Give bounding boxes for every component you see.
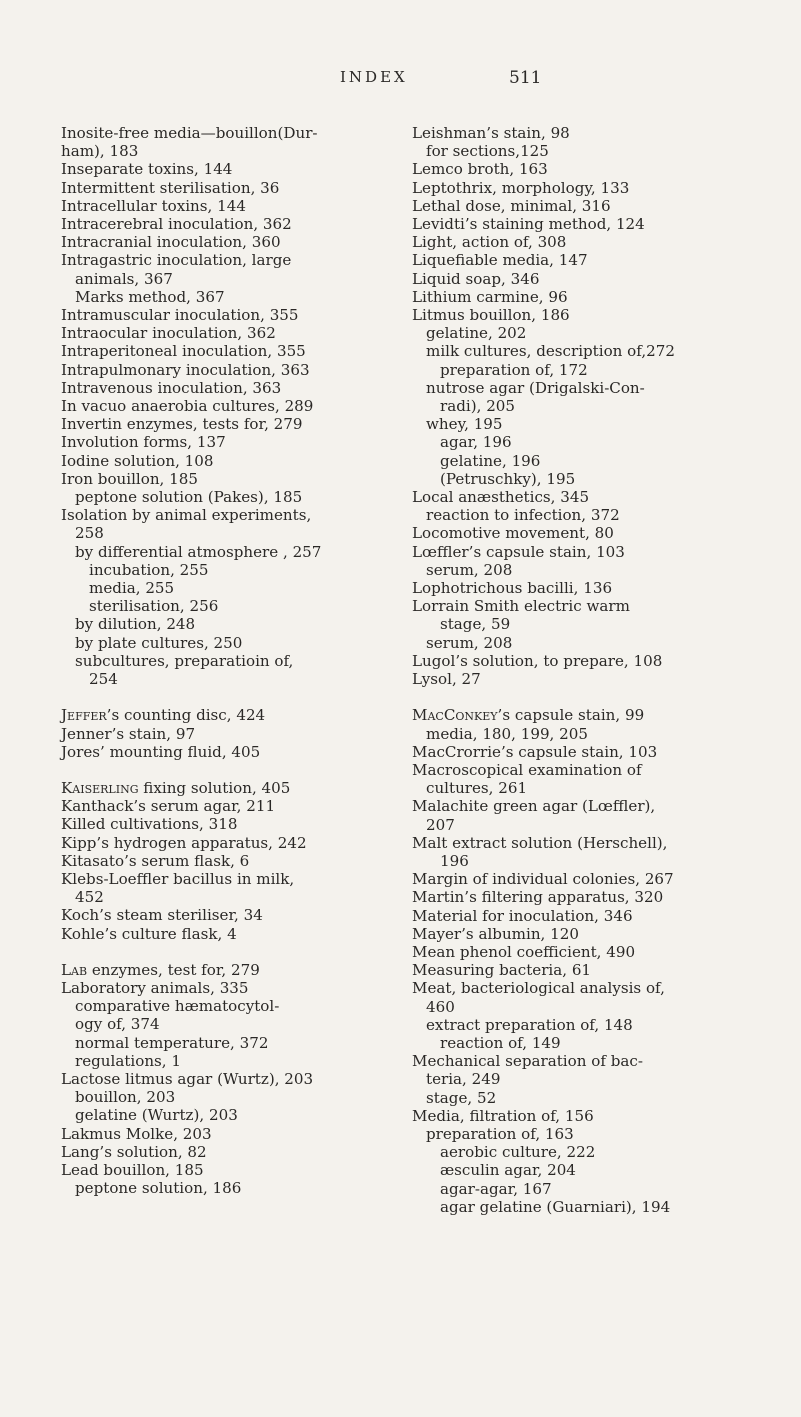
index-entry: Invertin enzymes, tests for, 279	[61, 415, 303, 434]
index-subentry: Marks method, 367	[75, 287, 225, 306]
index-entry: In vacuo anaerobia cultures, 289	[61, 397, 314, 416]
index-entry: Killed cultivations, 318	[61, 815, 238, 834]
index-subentry: animals, 367	[75, 269, 173, 288]
page-number: 511	[509, 68, 542, 88]
index-column-right	[412, 124, 757, 1216]
index-entry: Locomotive movement, 80	[412, 524, 614, 543]
index-entry: Malachite green agar (Lœffler),	[412, 797, 656, 816]
index-entry: Liquefiable media, 147	[412, 251, 588, 270]
index-entry: Intramuscular inoculation, 355	[61, 306, 299, 325]
index-subentry: gelatine (Wurtz), 203	[75, 1106, 238, 1125]
index-entry: Leptothrix, morphology, 133	[412, 178, 630, 197]
index-entry: Lœffler’s capsule stain, 103	[412, 542, 625, 561]
index-subentry: ogy of, 374	[75, 1015, 160, 1034]
index-entry: Martin’s filtering apparatus, 320	[412, 888, 664, 907]
index-subentry: agar gelatine (Guarniari), 194	[440, 1197, 671, 1216]
index-subentry: agar-agar, 167	[440, 1179, 552, 1198]
index-subentry: reaction to infection, 372	[426, 506, 620, 525]
index-entry: Lemco broth, 163	[412, 160, 548, 179]
index-subentry: preparation of, 172	[440, 360, 588, 379]
index-subentry: serum, 208	[426, 633, 513, 652]
index-subentry: normal temperature, 372	[75, 1033, 269, 1052]
index-subentry: reaction of, 149	[440, 1033, 561, 1052]
section-gap	[61, 688, 406, 706]
index-entry: Macroscopical examination of	[412, 760, 642, 779]
index-entry: Jenner’s stain, 97	[61, 724, 196, 743]
index-entry: MacCrorrie’s capsule stain, 103	[412, 742, 658, 761]
index-entry: Koch’s steam steriliser, 34	[61, 906, 263, 925]
index-subentry: 196	[440, 851, 469, 870]
index-subentry: by plate cultures, 250	[75, 633, 243, 652]
page-title: INDEX	[340, 68, 408, 86]
index-subentry: 460	[426, 997, 455, 1016]
index-entry: Lithium carmine, 96	[412, 287, 568, 306]
index-subentry: stage, 59	[440, 615, 511, 634]
index-entry: Inseparate toxins, 144	[61, 160, 233, 179]
index-entry: ham), 183	[61, 142, 139, 161]
index-entry: Laboratory animals, 335	[61, 978, 249, 997]
index-subentry: stage, 52	[426, 1088, 497, 1107]
index-subentry: 452	[75, 888, 104, 907]
index-entry: Inosite-free media—bouillon(Dur-	[61, 124, 318, 142]
index-subentry: for sections,125	[426, 142, 549, 161]
index-entry: Light, action of, 308	[412, 233, 567, 252]
index-entry: Lorrain Smith electric warm	[412, 597, 630, 616]
index-entry: Iodine solution, 108	[61, 451, 214, 470]
index-entry: Lang’s solution, 82	[61, 1142, 207, 1161]
index-entry: Intravenous inoculation, 363	[61, 378, 282, 397]
index-entry: Margin of individual colonies, 267	[412, 870, 674, 889]
index-subentry: serum, 208	[426, 560, 513, 579]
section-gap	[412, 688, 757, 706]
index-subentry: bouillon, 203	[75, 1088, 176, 1107]
index-entry: Intraperitoneal inoculation, 355	[61, 342, 306, 361]
section-gap	[61, 943, 406, 961]
index-entry: Involution forms, 137	[61, 433, 226, 452]
index-entry: Jores’ mounting fluid, 405	[61, 742, 261, 761]
index-entry: Liquid soap, 346	[412, 269, 540, 288]
index-subentry: nutrose agar (Drigalski-Con-	[426, 378, 645, 397]
index-subentry: comparative hæmatocytol-	[75, 997, 280, 1016]
index-entry: Mechanical separation of bac-	[412, 1052, 643, 1071]
index-subentry: 207	[426, 815, 455, 834]
index-subentry: extract preparation of, 148	[426, 1015, 633, 1034]
index-subentry: 258	[75, 524, 104, 543]
index-entry: Material for inoculation, 346	[412, 906, 633, 925]
index-subentry: subcultures, preparatioin of,	[75, 651, 294, 670]
index-subentry: whey, 195	[426, 415, 503, 434]
index-entry: Measuring bacteria, 61	[412, 961, 592, 980]
index-subentry: milk cultures, description of,272	[426, 342, 675, 361]
index-entry: Kaiserling fixing solution, 405	[61, 778, 291, 797]
index-entry: Lakmus Molke, 203	[61, 1124, 212, 1143]
index-subentry: media, 180, 199, 205	[426, 724, 588, 743]
index-column-left	[61, 124, 406, 1197]
index-entry: Lysol, 27	[412, 670, 481, 689]
index-subentry: by dilution, 248	[75, 615, 196, 634]
index-subentry: teria, 249	[426, 1070, 501, 1089]
index-subentry: radi), 205	[440, 397, 515, 416]
index-entry: Lophotrichous bacilli, 136	[412, 579, 613, 598]
index-entry: Intrapulmonary inoculation, 363	[61, 360, 310, 379]
index-entry: Local anæsthetics, 345	[412, 488, 590, 507]
index-entry: Lab enzymes, test for, 279	[61, 960, 260, 979]
index-subentry: by differential atmosphere , 257	[75, 542, 322, 561]
index-entry: Mean phenol coefficient, 490	[412, 942, 636, 961]
index-entry: Meat, bacteriological analysis of,	[412, 979, 665, 998]
index-entry: Klebs-Loeffler bacillus in milk,	[61, 869, 295, 888]
index-entry: Kitasato’s serum flask, 6	[61, 851, 250, 870]
index-entry: Intraocular inoculation, 362	[61, 324, 276, 343]
index-subentry: cultures, 261	[426, 779, 528, 798]
page-header	[0, 68, 801, 98]
index-subentry: (Petruschky), 195	[440, 469, 576, 488]
index-subentry: aerobic culture, 222	[440, 1143, 596, 1162]
index-entry: Mayer’s albumin, 120	[412, 924, 579, 943]
index-subentry: 254	[89, 670, 118, 689]
index-subentry: peptone solution, 186	[75, 1179, 242, 1198]
index-entry: Lethal dose, minimal, 316	[412, 196, 611, 215]
index-entry: Kanthack’s serum agar, 211	[61, 797, 276, 816]
index-entry: Malt extract solution (Herschell),	[412, 833, 668, 852]
section-gap	[61, 761, 406, 779]
index-entry: Lugol’s solution, to prepare, 108	[412, 651, 663, 670]
index-entry: Kohle’s culture flask, 4	[61, 924, 237, 943]
index-entry: Litmus bouillon, 186	[412, 306, 570, 325]
index-entry: Iron bouillon, 185	[61, 469, 198, 488]
index-subentry: gelatine, 196	[440, 451, 541, 470]
index-subentry: agar, 196	[440, 433, 512, 452]
index-entry: Kipp’s hydrogen apparatus, 242	[61, 833, 307, 852]
index-entry: Intracerebral inoculation, 362	[61, 215, 292, 234]
index-entry: Isolation by animal experiments,	[61, 506, 312, 525]
index-subentry: æsculin agar, 204	[440, 1161, 576, 1180]
index-entry: Intragastric inoculation, large	[61, 251, 292, 270]
index-subentry: sterilisation, 256	[89, 597, 219, 616]
index-subentry: media, 255	[89, 579, 175, 598]
index-subentry: gelatine, 202	[426, 324, 527, 343]
index-entry: MacConkey’s capsule stain, 99	[412, 706, 645, 725]
index-entry: Lactose litmus agar (Wurtz), 203	[61, 1069, 314, 1088]
index-entry: Leishman’s stain, 98	[412, 124, 570, 142]
index-subentry: peptone solution (Pakes), 185	[75, 488, 303, 507]
index-entry: Jeffer’s counting disc, 424	[61, 706, 266, 725]
index-entry: Intracellular toxins, 144	[61, 196, 246, 215]
index-entry: Levidti’s staining method, 124	[412, 215, 645, 234]
index-entry: Media, filtration of, 156	[412, 1106, 594, 1125]
index-subentry: preparation of, 163	[426, 1124, 574, 1143]
index-subentry: incubation, 255	[89, 560, 209, 579]
index-entry: Intracranial inoculation, 360	[61, 233, 281, 252]
index-entry: Lead bouillon, 185	[61, 1160, 204, 1179]
index-entry: Intermittent sterilisation, 36	[61, 178, 280, 197]
index-subentry: regulations, 1	[75, 1051, 182, 1070]
